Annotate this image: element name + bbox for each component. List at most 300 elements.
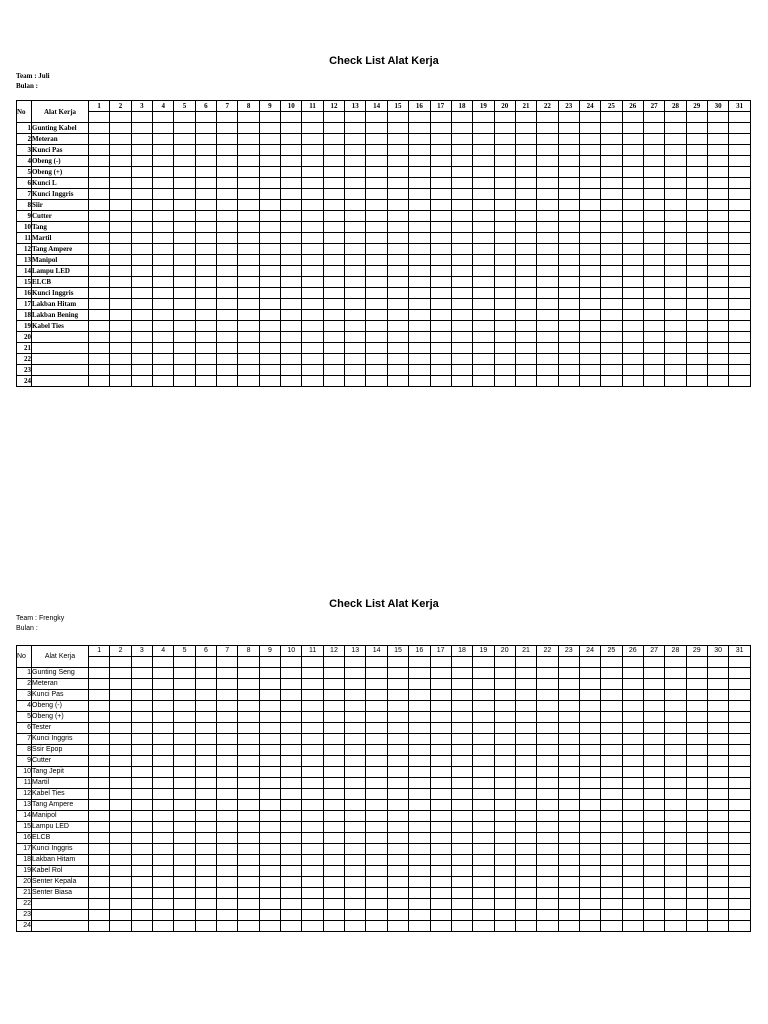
check-cell[interactable] <box>622 734 643 745</box>
check-cell[interactable] <box>195 921 216 932</box>
check-cell[interactable] <box>558 332 579 343</box>
check-cell[interactable] <box>473 156 494 167</box>
check-cell[interactable] <box>579 921 600 932</box>
check-cell[interactable] <box>579 734 600 745</box>
check-cell[interactable] <box>707 233 728 244</box>
check-cell[interactable] <box>259 723 280 734</box>
check-cell[interactable] <box>302 800 323 811</box>
check-cell[interactable] <box>409 679 430 690</box>
check-cell[interactable] <box>686 343 707 354</box>
check-cell[interactable] <box>387 679 408 690</box>
check-cell[interactable] <box>473 178 494 189</box>
check-cell[interactable] <box>259 734 280 745</box>
check-cell[interactable] <box>451 222 472 233</box>
check-cell[interactable] <box>409 134 430 145</box>
check-cell[interactable] <box>665 734 686 745</box>
check-cell[interactable] <box>409 167 430 178</box>
check-cell[interactable] <box>281 910 302 921</box>
check-cell[interactable] <box>387 145 408 156</box>
check-cell[interactable] <box>579 222 600 233</box>
check-cell[interactable] <box>643 844 664 855</box>
check-cell[interactable] <box>259 690 280 701</box>
check-cell[interactable] <box>281 222 302 233</box>
check-cell[interactable] <box>153 332 174 343</box>
check-cell[interactable] <box>430 844 451 855</box>
check-cell[interactable] <box>217 167 238 178</box>
check-cell[interactable] <box>558 266 579 277</box>
check-cell[interactable] <box>494 855 515 866</box>
check-cell[interactable] <box>281 822 302 833</box>
check-cell[interactable] <box>153 299 174 310</box>
check-cell[interactable] <box>153 734 174 745</box>
check-cell[interactable] <box>665 222 686 233</box>
check-cell[interactable] <box>451 134 472 145</box>
check-cell[interactable] <box>345 266 366 277</box>
check-cell[interactable] <box>238 778 259 789</box>
check-cell[interactable] <box>366 756 387 767</box>
check-cell[interactable] <box>238 668 259 679</box>
check-cell[interactable] <box>153 200 174 211</box>
check-cell[interactable] <box>238 156 259 167</box>
check-cell[interactable] <box>537 921 558 932</box>
check-cell[interactable] <box>323 189 344 200</box>
check-cell[interactable] <box>707 866 728 877</box>
check-cell[interactable] <box>601 167 622 178</box>
check-cell[interactable] <box>494 134 515 145</box>
check-cell[interactable] <box>451 800 472 811</box>
check-cell[interactable] <box>558 321 579 332</box>
check-cell[interactable] <box>89 734 110 745</box>
check-cell[interactable] <box>665 266 686 277</box>
check-cell[interactable] <box>451 756 472 767</box>
check-cell[interactable] <box>302 255 323 266</box>
check-cell[interactable] <box>131 877 152 888</box>
check-cell[interactable] <box>707 299 728 310</box>
check-cell[interactable] <box>515 343 536 354</box>
check-cell[interactable] <box>665 679 686 690</box>
check-cell[interactable] <box>387 376 408 387</box>
check-cell[interactable] <box>387 888 408 899</box>
check-cell[interactable] <box>259 668 280 679</box>
check-cell[interactable] <box>579 354 600 365</box>
check-cell[interactable] <box>281 255 302 266</box>
check-cell[interactable] <box>579 244 600 255</box>
check-cell[interactable] <box>259 255 280 266</box>
check-cell[interactable] <box>345 866 366 877</box>
check-cell[interactable] <box>281 376 302 387</box>
check-cell[interactable] <box>366 877 387 888</box>
check-cell[interactable] <box>323 211 344 222</box>
check-cell[interactable] <box>366 789 387 800</box>
check-cell[interactable] <box>473 723 494 734</box>
check-cell[interactable] <box>537 189 558 200</box>
check-cell[interactable] <box>238 365 259 376</box>
check-cell[interactable] <box>110 690 131 701</box>
check-cell[interactable] <box>707 888 728 899</box>
check-cell[interactable] <box>238 134 259 145</box>
check-cell[interactable] <box>153 899 174 910</box>
check-cell[interactable] <box>110 299 131 310</box>
check-cell[interactable] <box>707 178 728 189</box>
check-cell[interactable] <box>665 855 686 866</box>
check-cell[interactable] <box>707 222 728 233</box>
check-cell[interactable] <box>473 756 494 767</box>
check-cell[interactable] <box>281 844 302 855</box>
check-cell[interactable] <box>89 756 110 767</box>
check-cell[interactable] <box>238 189 259 200</box>
check-cell[interactable] <box>515 789 536 800</box>
check-cell[interactable] <box>601 789 622 800</box>
check-cell[interactable] <box>537 712 558 723</box>
check-cell[interactable] <box>387 277 408 288</box>
check-cell[interactable] <box>430 266 451 277</box>
check-cell[interactable] <box>515 156 536 167</box>
check-cell[interactable] <box>366 899 387 910</box>
check-cell[interactable] <box>387 167 408 178</box>
check-cell[interactable] <box>494 310 515 321</box>
check-cell[interactable] <box>174 723 195 734</box>
check-cell[interactable] <box>387 244 408 255</box>
check-cell[interactable] <box>473 844 494 855</box>
check-cell[interactable] <box>409 778 430 789</box>
check-cell[interactable] <box>174 855 195 866</box>
check-cell[interactable] <box>601 756 622 767</box>
check-cell[interactable] <box>473 244 494 255</box>
check-cell[interactable] <box>281 789 302 800</box>
check-cell[interactable] <box>579 910 600 921</box>
check-cell[interactable] <box>89 723 110 734</box>
check-cell[interactable] <box>345 310 366 321</box>
check-cell[interactable] <box>430 789 451 800</box>
check-cell[interactable] <box>281 778 302 789</box>
check-cell[interactable] <box>451 123 472 134</box>
check-cell[interactable] <box>579 822 600 833</box>
check-cell[interactable] <box>153 800 174 811</box>
check-cell[interactable] <box>238 222 259 233</box>
check-cell[interactable] <box>430 321 451 332</box>
check-cell[interactable] <box>686 189 707 200</box>
check-cell[interactable] <box>131 156 152 167</box>
check-cell[interactable] <box>302 343 323 354</box>
check-cell[interactable] <box>729 679 751 690</box>
check-cell[interactable] <box>174 921 195 932</box>
check-cell[interactable] <box>110 723 131 734</box>
check-cell[interactable] <box>281 921 302 932</box>
check-cell[interactable] <box>302 321 323 332</box>
check-cell[interactable] <box>323 712 344 723</box>
check-cell[interactable] <box>366 745 387 756</box>
check-cell[interactable] <box>494 321 515 332</box>
check-cell[interactable] <box>217 299 238 310</box>
check-cell[interactable] <box>153 745 174 756</box>
check-cell[interactable] <box>323 866 344 877</box>
check-cell[interactable] <box>174 255 195 266</box>
check-cell[interactable] <box>601 178 622 189</box>
check-cell[interactable] <box>686 910 707 921</box>
check-cell[interactable] <box>643 855 664 866</box>
check-cell[interactable] <box>622 321 643 332</box>
check-cell[interactable] <box>366 343 387 354</box>
check-cell[interactable] <box>494 332 515 343</box>
check-cell[interactable] <box>110 376 131 387</box>
check-cell[interactable] <box>259 899 280 910</box>
check-cell[interactable] <box>537 167 558 178</box>
check-cell[interactable] <box>515 712 536 723</box>
check-cell[interactable] <box>686 844 707 855</box>
check-cell[interactable] <box>281 189 302 200</box>
check-cell[interactable] <box>238 233 259 244</box>
check-cell[interactable] <box>558 134 579 145</box>
check-cell[interactable] <box>430 288 451 299</box>
check-cell[interactable] <box>89 855 110 866</box>
check-cell[interactable] <box>302 365 323 376</box>
check-cell[interactable] <box>686 855 707 866</box>
check-cell[interactable] <box>451 266 472 277</box>
check-cell[interactable] <box>409 888 430 899</box>
check-cell[interactable] <box>537 734 558 745</box>
check-cell[interactable] <box>281 723 302 734</box>
check-cell[interactable] <box>89 833 110 844</box>
check-cell[interactable] <box>366 244 387 255</box>
check-cell[interactable] <box>729 701 751 712</box>
check-cell[interactable] <box>110 134 131 145</box>
check-cell[interactable] <box>601 134 622 145</box>
check-cell[interactable] <box>387 178 408 189</box>
check-cell[interactable] <box>238 844 259 855</box>
check-cell[interactable] <box>707 833 728 844</box>
check-cell[interactable] <box>558 354 579 365</box>
check-cell[interactable] <box>515 921 536 932</box>
check-cell[interactable] <box>430 277 451 288</box>
check-cell[interactable] <box>195 299 216 310</box>
check-cell[interactable] <box>537 145 558 156</box>
check-cell[interactable] <box>366 222 387 233</box>
check-cell[interactable] <box>473 376 494 387</box>
check-cell[interactable] <box>579 844 600 855</box>
check-cell[interactable] <box>259 189 280 200</box>
check-cell[interactable] <box>387 255 408 266</box>
check-cell[interactable] <box>665 343 686 354</box>
check-cell[interactable] <box>366 888 387 899</box>
check-cell[interactable] <box>729 668 751 679</box>
check-cell[interactable] <box>110 310 131 321</box>
check-cell[interactable] <box>366 910 387 921</box>
check-cell[interactable] <box>473 332 494 343</box>
check-cell[interactable] <box>195 844 216 855</box>
check-cell[interactable] <box>153 789 174 800</box>
check-cell[interactable] <box>643 690 664 701</box>
check-cell[interactable] <box>686 134 707 145</box>
check-cell[interactable] <box>366 712 387 723</box>
check-cell[interactable] <box>259 167 280 178</box>
check-cell[interactable] <box>302 778 323 789</box>
check-cell[interactable] <box>89 189 110 200</box>
check-cell[interactable] <box>259 178 280 189</box>
check-cell[interactable] <box>643 712 664 723</box>
check-cell[interactable] <box>217 332 238 343</box>
check-cell[interactable] <box>366 134 387 145</box>
check-cell[interactable] <box>686 668 707 679</box>
check-cell[interactable] <box>217 712 238 723</box>
check-cell[interactable] <box>323 855 344 866</box>
check-cell[interactable] <box>110 233 131 244</box>
check-cell[interactable] <box>707 921 728 932</box>
check-cell[interactable] <box>729 233 751 244</box>
check-cell[interactable] <box>515 866 536 877</box>
check-cell[interactable] <box>89 134 110 145</box>
check-cell[interactable] <box>686 244 707 255</box>
check-cell[interactable] <box>195 200 216 211</box>
check-cell[interactable] <box>430 145 451 156</box>
check-cell[interactable] <box>195 811 216 822</box>
check-cell[interactable] <box>153 365 174 376</box>
check-cell[interactable] <box>430 921 451 932</box>
check-cell[interactable] <box>110 343 131 354</box>
check-cell[interactable] <box>451 921 472 932</box>
check-cell[interactable] <box>217 822 238 833</box>
check-cell[interactable] <box>622 668 643 679</box>
check-cell[interactable] <box>707 277 728 288</box>
check-cell[interactable] <box>238 899 259 910</box>
check-cell[interactable] <box>409 321 430 332</box>
check-cell[interactable] <box>195 365 216 376</box>
check-cell[interactable] <box>430 690 451 701</box>
check-cell[interactable] <box>515 844 536 855</box>
check-cell[interactable] <box>686 321 707 332</box>
check-cell[interactable] <box>217 189 238 200</box>
check-cell[interactable] <box>387 701 408 712</box>
check-cell[interactable] <box>217 233 238 244</box>
check-cell[interactable] <box>174 244 195 255</box>
check-cell[interactable] <box>665 800 686 811</box>
check-cell[interactable] <box>387 299 408 310</box>
check-cell[interactable] <box>302 332 323 343</box>
check-cell[interactable] <box>451 877 472 888</box>
check-cell[interactable] <box>558 888 579 899</box>
check-cell[interactable] <box>110 899 131 910</box>
check-cell[interactable] <box>686 376 707 387</box>
check-cell[interactable] <box>195 877 216 888</box>
check-cell[interactable] <box>387 899 408 910</box>
check-cell[interactable] <box>665 778 686 789</box>
check-cell[interactable] <box>238 123 259 134</box>
check-cell[interactable] <box>579 200 600 211</box>
check-cell[interactable] <box>366 921 387 932</box>
check-cell[interactable] <box>451 332 472 343</box>
check-cell[interactable] <box>643 899 664 910</box>
check-cell[interactable] <box>537 866 558 877</box>
check-cell[interactable] <box>238 343 259 354</box>
check-cell[interactable] <box>217 844 238 855</box>
check-cell[interactable] <box>131 145 152 156</box>
check-cell[interactable] <box>281 365 302 376</box>
check-cell[interactable] <box>238 767 259 778</box>
check-cell[interactable] <box>323 690 344 701</box>
check-cell[interactable] <box>387 354 408 365</box>
check-cell[interactable] <box>473 189 494 200</box>
check-cell[interactable] <box>665 811 686 822</box>
check-cell[interactable] <box>622 877 643 888</box>
check-cell[interactable] <box>323 734 344 745</box>
check-cell[interactable] <box>729 343 751 354</box>
check-cell[interactable] <box>622 712 643 723</box>
check-cell[interactable] <box>174 734 195 745</box>
check-cell[interactable] <box>515 756 536 767</box>
check-cell[interactable] <box>302 354 323 365</box>
check-cell[interactable] <box>366 833 387 844</box>
check-cell[interactable] <box>729 690 751 701</box>
check-cell[interactable] <box>579 211 600 222</box>
check-cell[interactable] <box>302 833 323 844</box>
check-cell[interactable] <box>643 189 664 200</box>
check-cell[interactable] <box>515 255 536 266</box>
check-cell[interactable] <box>217 200 238 211</box>
check-cell[interactable] <box>494 789 515 800</box>
check-cell[interactable] <box>174 767 195 778</box>
check-cell[interactable] <box>238 866 259 877</box>
check-cell[interactable] <box>729 156 751 167</box>
check-cell[interactable] <box>665 255 686 266</box>
check-cell[interactable] <box>366 844 387 855</box>
check-cell[interactable] <box>281 244 302 255</box>
check-cell[interactable] <box>537 888 558 899</box>
check-cell[interactable] <box>707 668 728 679</box>
check-cell[interactable] <box>366 767 387 778</box>
check-cell[interactable] <box>515 200 536 211</box>
check-cell[interactable] <box>601 712 622 723</box>
check-cell[interactable] <box>537 745 558 756</box>
check-cell[interactable] <box>217 910 238 921</box>
check-cell[interactable] <box>366 855 387 866</box>
check-cell[interactable] <box>579 145 600 156</box>
check-cell[interactable] <box>217 266 238 277</box>
check-cell[interactable] <box>153 376 174 387</box>
check-cell[interactable] <box>259 712 280 723</box>
check-cell[interactable] <box>707 910 728 921</box>
check-cell[interactable] <box>259 789 280 800</box>
check-cell[interactable] <box>153 712 174 723</box>
check-cell[interactable] <box>131 723 152 734</box>
check-cell[interactable] <box>622 899 643 910</box>
check-cell[interactable] <box>665 767 686 778</box>
check-cell[interactable] <box>494 734 515 745</box>
check-cell[interactable] <box>686 255 707 266</box>
check-cell[interactable] <box>153 701 174 712</box>
check-cell[interactable] <box>323 310 344 321</box>
check-cell[interactable] <box>665 844 686 855</box>
check-cell[interactable] <box>217 211 238 222</box>
check-cell[interactable] <box>537 756 558 767</box>
check-cell[interactable] <box>387 877 408 888</box>
check-cell[interactable] <box>665 789 686 800</box>
check-cell[interactable] <box>707 354 728 365</box>
check-cell[interactable] <box>110 745 131 756</box>
check-cell[interactable] <box>515 690 536 701</box>
check-cell[interactable] <box>451 734 472 745</box>
check-cell[interactable] <box>238 833 259 844</box>
check-cell[interactable] <box>558 921 579 932</box>
check-cell[interactable] <box>643 233 664 244</box>
check-cell[interactable] <box>387 266 408 277</box>
check-cell[interactable] <box>281 701 302 712</box>
check-cell[interactable] <box>643 266 664 277</box>
check-cell[interactable] <box>153 288 174 299</box>
check-cell[interactable] <box>387 844 408 855</box>
check-cell[interactable] <box>665 756 686 767</box>
check-cell[interactable] <box>579 134 600 145</box>
check-cell[interactable] <box>409 877 430 888</box>
check-cell[interactable] <box>345 767 366 778</box>
